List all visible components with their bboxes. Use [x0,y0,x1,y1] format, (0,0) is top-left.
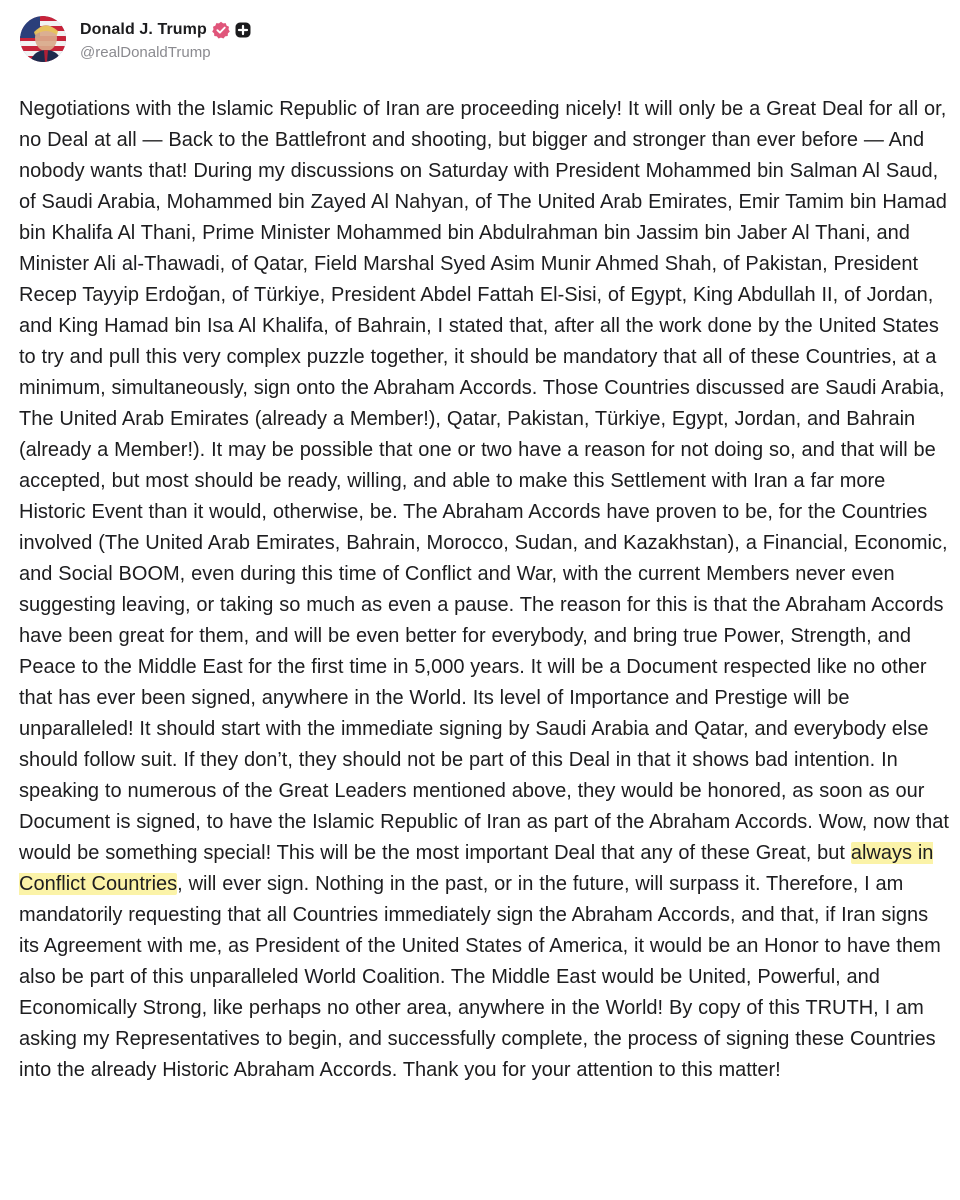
post-text-after: , will ever sign. Nothing in the past, or in the future, will surpass it. Therefore, I am mandatorily requesting that all Countries immediately sign the Abraham Accords, and that, if Iran signs its Agreement with me, as President of the United States of America, it would be an Honor to have them also be part of this unparalleled World Coalition. The Middle East would be United, Powerful, and Economically Strong, like perhaps no other area, anywhere in the World! By copy of this TRUTH, I am asking my Representatives to begin, and successfully complete, the process of signing these Countries into the already Historic Abraham Accords. Thank you for your attention to this matter! [19,873,941,1081]
avatar[interactable] [20,16,66,62]
highlighted-phrase: always in Conflict Countries [19,842,934,895]
author-name-row [80,17,251,43]
post-header [20,16,251,62]
author-display-name[interactable]: Donald J. Trump [80,21,207,38]
author-info [80,17,251,61]
post-text-before: Negotiations with the Islamic Republic of Iran are proceeding nicely! It will only be a Great Deal for all or, no Deal at all — Back to the Battlefront and shooting, but bigger and stronger than ever before — And nobody wants that! During my discussions on Saturday with President Mohammed bin Salman Al Saud, of Saudi Arabia, Mohammed bin Zayed Al Nahyan, of The United Arab Emirates, Emir Tamim bin Hamad bin Khalifa Al Thani, Prime Minister Mohammed bin Abdulrahman bin Jassim bin Jaber Al Thani, and Minister Ali al-Thawadi, of Qatar, Field Marshal Syed Asim Munir Ahmed Shah, of Pakistan, President Recep Tayyip Erdoğan, of Türkiye, President Abdel Fattah El-Sisi, of Egypt, King Abdullah II, of Jordan, and King Hamad bin Isa Al Khalifa, of Bahrain, I stated that, after all the work done by the United States to try and pull this very complex puzzle together, it should be mandatory that all of these Countries, at a minimum, simultaneously, sign onto the Abraham Accords. Those Countries discussed are Saudi Arabia, The United Arab Emirates (already a Member!), Qatar, Pakistan, Türkiye, Egypt, Jordan, and Bahrain (already a Member!). It may be possible that one or two have a reason for not doing so, and that will be accepted, but most should be ready, willing, and able to make this Settlement with Iran a far more Historic Event than it would, otherwise, be. The Abraham Accords have proven to be, for the Countries involved (The United Arab Emirates, Bahrain, Morocco, Sudan, and Kazakhstan), a Financial, Economic, and Social BOOM, even during this time of Conflict and War, with the current Members never even suggesting leaving, or taking so much as even a pause. The reason for this is that the Abraham Accords have been great for them, and will be even better for everybody, and bring true Power, Strength, and Peace to the Middle East for the first time in 5,000 years. It will be a Document respected like no other that has ever been signed, anywhere in the World. Its level of Importance and Prestige will be unparalleled! It should start with the immediate signing by Saudi Arabia and Qatar, and everybody else should follow suit. If they don’t, they should not be part of this Deal in that it shows bad intention. In speaking to numerous of the Great Leaders mentioned above, they would be honored, as soon as our Document is signed, to have the Islamic Republic of Iran as part of the Abraham Accords. Wow, now that would be something special! This will be the most important Deal that any of these Great, but [19,98,949,864]
plus-badge-icon [235,22,251,38]
author-handle[interactable]: @realDonaldTrump [80,44,211,61]
post-body-text [19,94,949,1086]
verified-badge-icon [212,21,230,39]
